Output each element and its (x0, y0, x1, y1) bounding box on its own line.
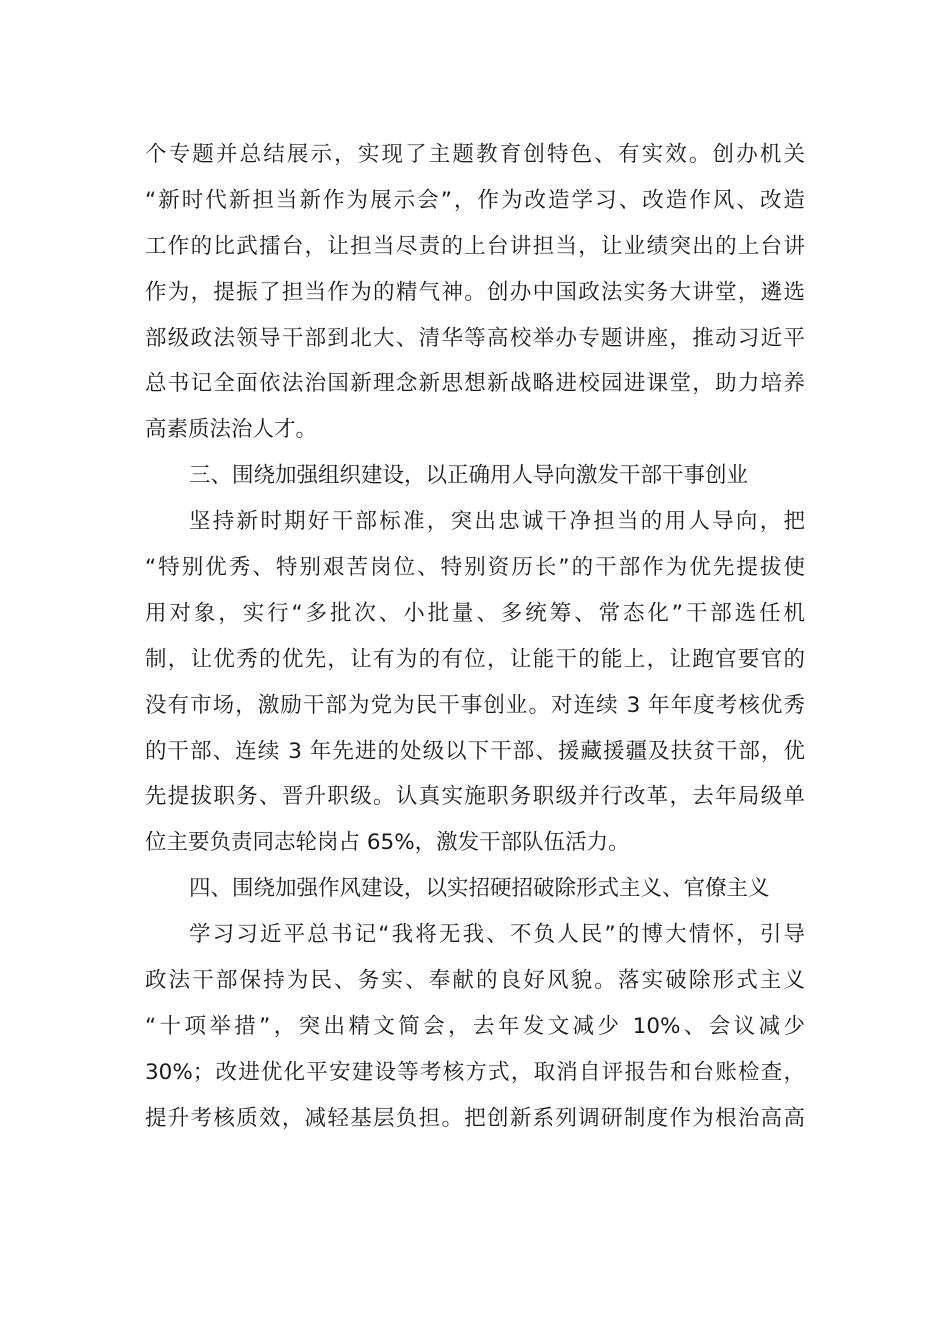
paragraph-line: 作为，提振了担当作为的精气神。创办中国政法实务大讲堂，遴选 (145, 279, 805, 305)
paragraph-line: 坚持新时期好干部标准，突出忠诚干净担当的用人导向，把 (189, 509, 805, 535)
paragraph-line: 的干部、连续 3 年先进的处级以下干部、援藏援疆及扶贫干部，优 (145, 738, 805, 764)
document-body (145, 132, 805, 1142)
section-heading: 四、围绕加强作风建设，以实招硬招破除形式主义、官僚主义 (189, 876, 770, 902)
paragraph-line: “十项举措”，突出精文简会，去年发文减少 10%、会议减少 (145, 1013, 805, 1039)
paragraph-line: 高素质法治人才。 (145, 417, 318, 443)
paragraph-line: 没有市场，激励干部为党为民干事创业。对连续 3 年年度考核优秀 (145, 692, 805, 718)
paragraph-line: 位主要负责同志轮岗占 65%，激发干部队伍活力。 (145, 830, 630, 856)
paragraph-line: 用对象，实行“多批次、小批量、多统筹、常态化”干部选任机 (145, 600, 805, 626)
paragraph-line: 制，让优秀的优先，让有为的有位，让能干的能上，让跑官要官的 (145, 646, 805, 672)
paragraph-line: 个专题并总结展示，实现了主题教育创特色、有实效。创办机关 (145, 142, 805, 167)
paragraph-line: 总书记全面依法治国新理念新思想新战略进校园进课堂，助力培养 (145, 371, 805, 397)
paragraph-line: 学习习近平总书记“我将无我、不负人民”的博大情怀，引导 (189, 922, 805, 948)
paragraph-line: “特别优秀、特别艰苦岗位、特别资历长”的干部作为优先提拔使 (145, 555, 805, 581)
section-heading: 三、围绕加强组织建设，以正确用人导向激发干部干事创业 (189, 463, 749, 489)
paragraph-line: “新时代新担当新作为展示会”，作为改造学习、改造作风、改造 (145, 187, 805, 213)
paragraph-line: 工作的比武擂台，让担当尽责的上台讲担当，让业绩突出的上台讲 (145, 233, 805, 259)
paragraph-line: 部级政法领导干部到北大、清华等高校举办专题讲座，推动习近平 (145, 325, 805, 351)
paragraph-line: 30%；改进优化平安建设等考核方式，取消自评报告和台账检查， (145, 1059, 805, 1085)
paragraph-line: 先提拔职务、晋升职级。认真实施职务职级并行改革，去年局级单 (145, 784, 805, 810)
paragraph-line: 提升考核质效，减轻基层负担。把创新系列调研制度作为根治高高 (145, 1105, 805, 1131)
paragraph-line: 政法干部保持为民、务实、奉献的良好风貌。落实破除形式主义 (145, 968, 805, 994)
